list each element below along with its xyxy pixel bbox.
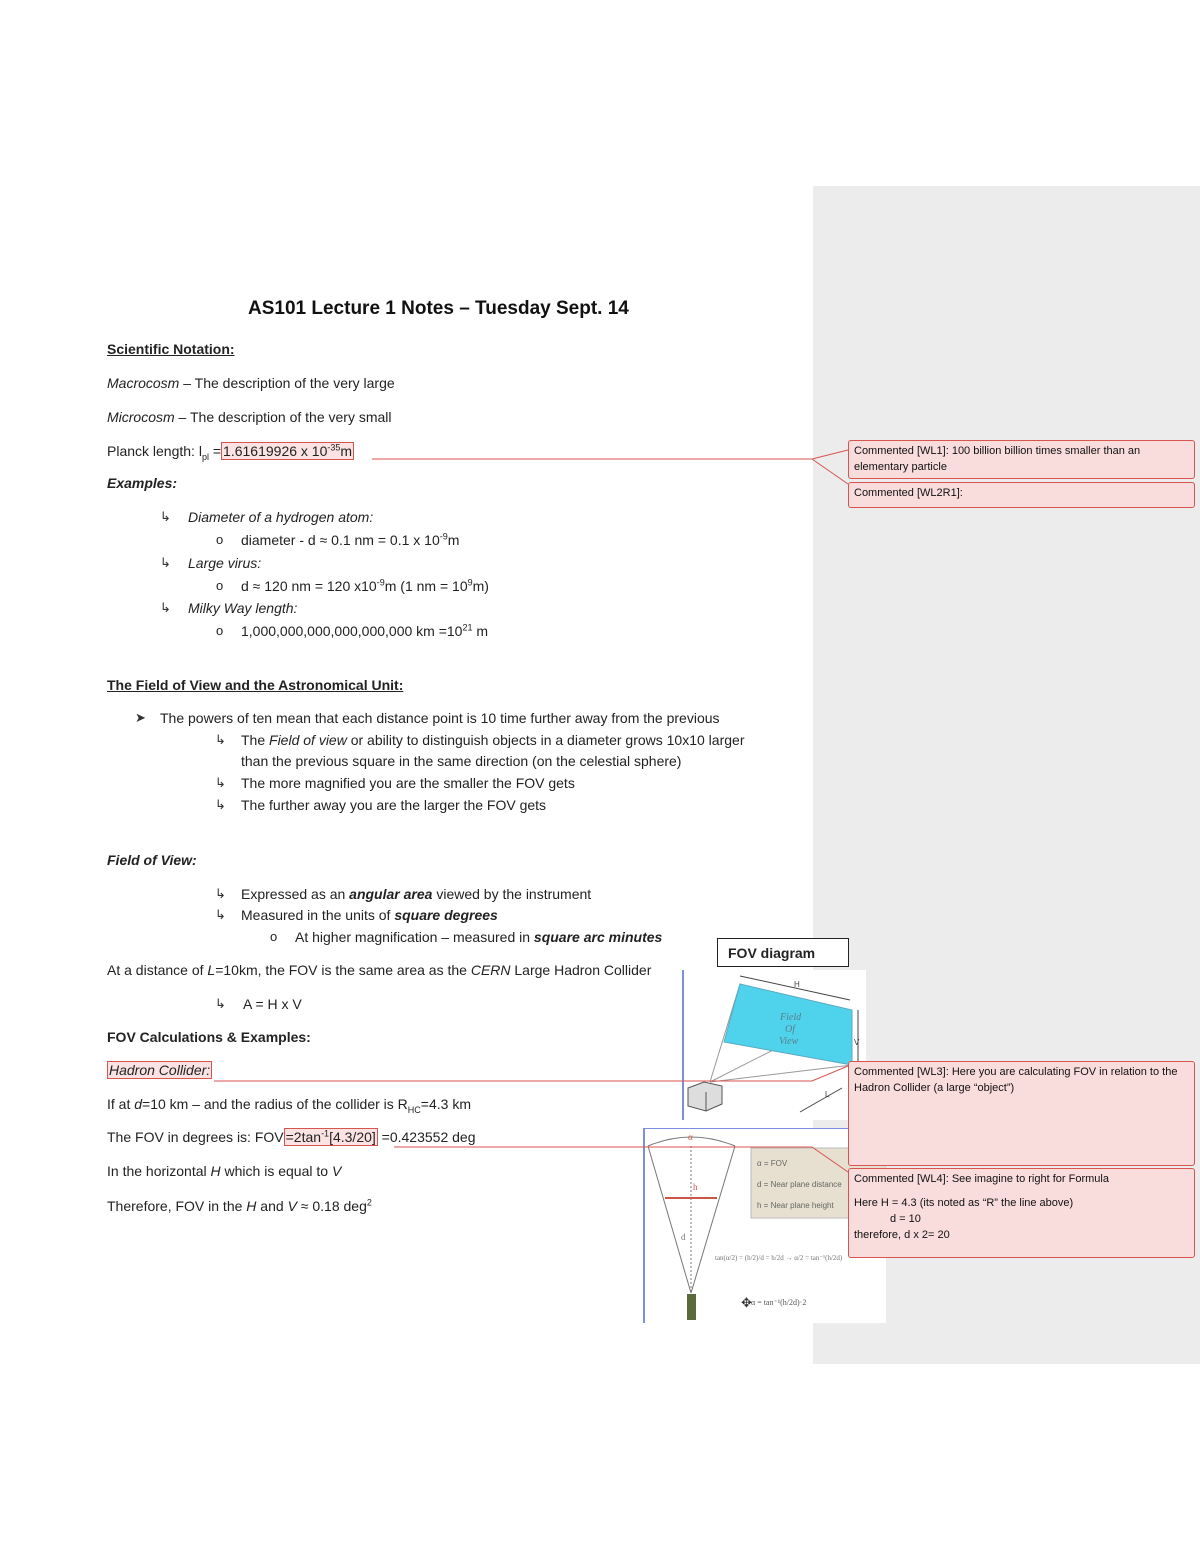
fov-degrees-line: The FOV in degrees is: FOV $=2\tan^{-1}[4.3/20] =0.423552$ deg [107, 1128, 476, 1145]
comment-author: Commented [WL4]: [854, 1173, 949, 1185]
powers-of-ten-line: The powers of ten mean that each distance point is 10 time further away from the previous [160, 710, 720, 726]
legend-d: d = Near plane distance [757, 1180, 842, 1189]
h-label: h [693, 1182, 698, 1192]
comment-author: Commented [WL1]: [854, 445, 949, 457]
return-arrow-icon: ↳ [160, 509, 171, 524]
return-arrow-icon: ↳ [215, 886, 226, 901]
horizontal-line: In the horizontal H which is equal to V [107, 1163, 342, 1179]
h-axis-label: H [794, 980, 800, 989]
measured-line: Measured in the units of square degrees [241, 907, 498, 923]
return-arrow-icon: ↳ [215, 732, 226, 747]
comment-wl3[interactable] [848, 1061, 1195, 1166]
fov-formula-highlight[interactable]: $=2\tan^{-1}[4.3/20]$ [285, 1128, 376, 1145]
example-milky-way-detail: 1,000,000,000,000,000,000 km $=10^{21}$ m [241, 622, 489, 639]
cursor-icon: ✥ [741, 1296, 752, 1311]
macrocosm-line: Macrocosm – The description of the very large [107, 375, 395, 391]
example-virus-detail: d ≈ 120 nm = 120 $x10^{-9}m$ (1 nm = $10^9m$) [241, 577, 489, 594]
higher-magnification-line: At higher magnification – measured in square arc minutes [295, 929, 663, 945]
comment-body-line: Here H = 4.3 (its noted as “R” the line above) [854, 1197, 1074, 1209]
comment-wl2-reply[interactable] [848, 482, 1195, 508]
examples-heading: Examples: [107, 475, 178, 491]
comment-wl4[interactable] [848, 1168, 1195, 1258]
fov-calculations-heading: FOV Calculations & Examples: [107, 1029, 311, 1045]
legend-alpha: α = FOV [757, 1159, 788, 1168]
fov-point-3: The further away you are the larger the FOV gets [241, 797, 547, 813]
legend-h: h = Near plane height [757, 1201, 834, 1210]
page-title: AS101 Lecture 1 Notes – Tuesday Sept. 14 [248, 298, 629, 319]
planck-length-line: Planck length: $l_{pl} = 1.61619926$ x $10^{-35}m$ [107, 442, 353, 462]
microcosm-line: Microcosm – The description of the very small [107, 409, 392, 425]
d-label: d [681, 1232, 686, 1242]
fov-point-1: The Field of view or ability to distinguish objects in a diameter grows 10x10 larger [241, 732, 745, 748]
circle-bullet-icon: o [216, 532, 224, 547]
return-arrow-icon: ↳ [215, 996, 226, 1011]
comment-wl1[interactable] [848, 440, 1195, 479]
comment-body: Here you are calculating FOV in relation to the Hadron Collider (a large “object”) [854, 1066, 1178, 1094]
hadron-collider-label[interactable]: Hadron Collider: [109, 1062, 211, 1078]
field-of-view-heading: Field of View: [107, 852, 197, 868]
connector-wl4 [394, 1147, 848, 1172]
connector-wl1 [372, 450, 848, 459]
distance-line: At a distance of L=10km, the FOV is the same area as the CERN Large Hadron Collider [107, 962, 652, 978]
connector-wl3 [214, 1066, 848, 1081]
arrow-bullet-icon: ➤ [135, 710, 146, 725]
comment-author: Commented [WL2R1]: [854, 487, 963, 499]
fov-diagram-caption: FOV diagram [717, 938, 849, 967]
return-arrow-icon: ↳ [215, 797, 226, 812]
connector-wl2 [812, 459, 848, 484]
comment-body-line: d = 10 [890, 1213, 921, 1225]
formula-tan: tan(α/2) = (h/2)/d = h/2d → α/2 = tan⁻¹(h/2d) [715, 1254, 843, 1262]
circle-bullet-icon: o [270, 929, 278, 944]
expressed-line: Expressed as an angular area viewed by the instrument [241, 886, 592, 902]
comment-body-line: therefore, d x 2= 20 [854, 1229, 950, 1241]
example-hydrogen-detail: diameter - d ≈ 0.1 nm = 0.1 x $10^{-9}m$ [241, 531, 460, 548]
planck-value-highlight[interactable]: 1.61619926 x $10^{-35}m$ [223, 442, 353, 459]
example-milky-way: Milky Way length: [188, 600, 298, 616]
section-heading-fov-au: The Field of View and the Astronomical Unit: [107, 677, 404, 693]
if-at-line: If at d=10 km – and the radius of the collider is $R_{HC}=4.3$ km [107, 1096, 471, 1115]
section-heading-scientific-notation: Scientific Notation: [107, 341, 235, 357]
alpha-label: α [688, 1132, 693, 1142]
comment-author: Commented [WL3]: [854, 1066, 949, 1078]
fov-plane-label-2: Of [785, 1024, 795, 1035]
circle-bullet-icon: o [216, 623, 224, 638]
therefore-line: Therefore, FOV in the H and V ≈ 0.18 deg$^2$ [107, 1197, 372, 1214]
fov-point-1-cont: than the previous square in the same direction (on the celestial sphere) [241, 753, 682, 769]
l-axis-label: L [825, 1090, 830, 1099]
return-arrow-icon: ↳ [215, 775, 226, 790]
comment-body: See imagine to right for Formula [948, 1173, 1109, 1185]
formula-alpha: α = tan⁻¹(h/2d)·2 [751, 1298, 807, 1307]
example-virus: Large virus: [188, 555, 262, 571]
return-arrow-icon: ↳ [215, 907, 226, 922]
fov-point-2: The more magnified you are the smaller the FOV gets [241, 775, 575, 791]
area-equation: A = H x V [243, 996, 302, 1012]
return-arrow-icon: ↳ [160, 555, 171, 570]
circle-bullet-icon: o [216, 578, 224, 593]
example-hydrogen: Diameter of a hydrogen atom: [188, 509, 374, 525]
return-arrow-icon: ↳ [160, 600, 171, 615]
fov-plane-label-3: View [779, 1036, 799, 1047]
comment-body: 100 billion billion times smaller than an elementary particle [854, 445, 1141, 473]
v-axis-label: V [854, 1038, 860, 1047]
fov-plane-label-1: Field [780, 1012, 802, 1023]
